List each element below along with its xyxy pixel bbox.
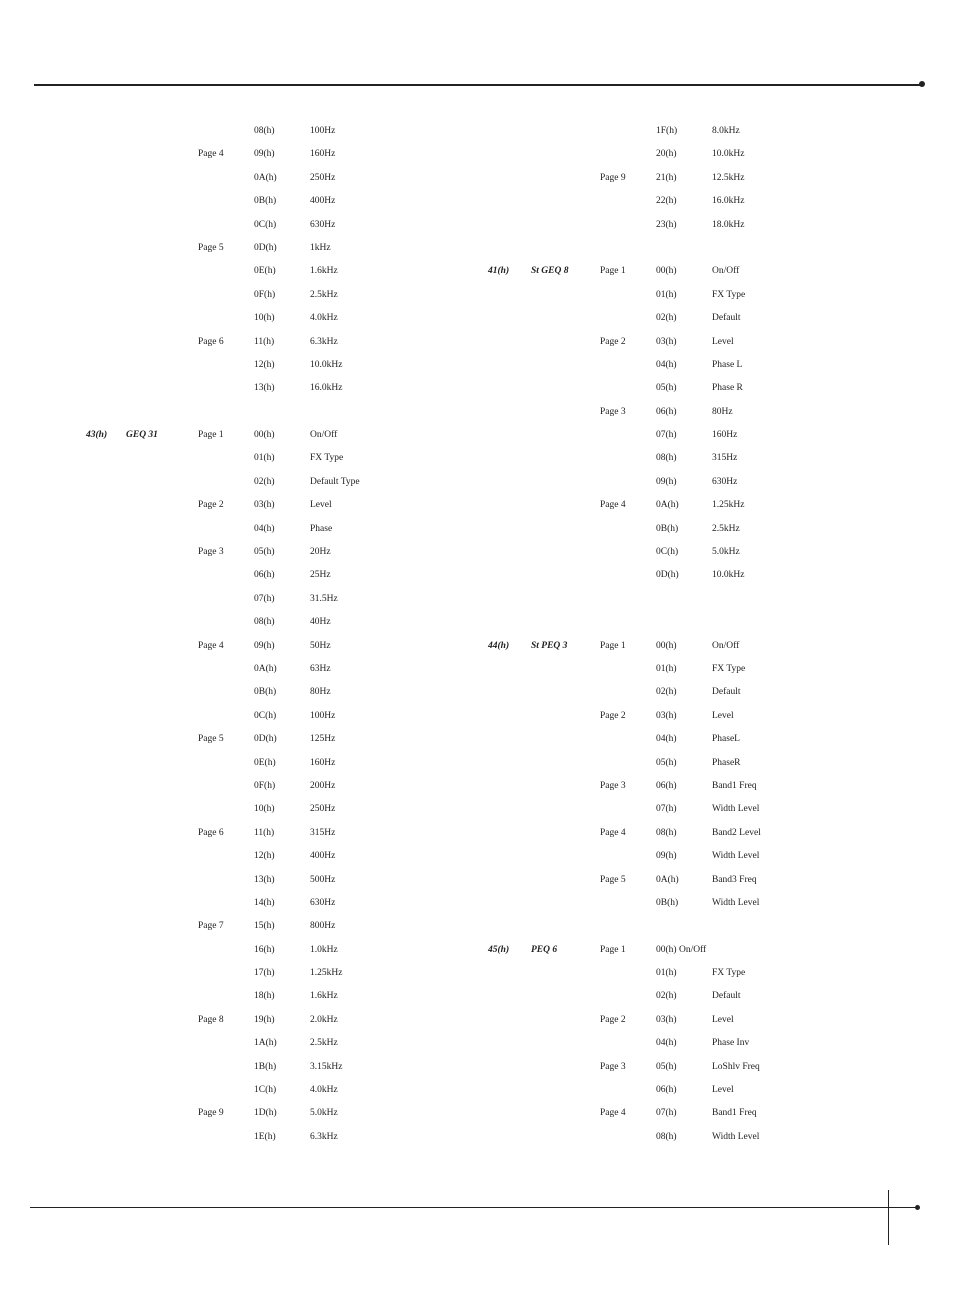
hex-address: 05(h) [656,383,677,394]
parameter-name: Width Level [712,897,760,908]
parameter-name: Level [712,710,734,721]
hex-address: 06(h) [656,406,677,417]
page-label: Page 4 [600,827,626,838]
table-row [0,401,470,424]
hex-address: 01(h) [656,968,677,979]
hex-address: 02(h) [656,313,677,324]
parameter-name: PhaseL [712,734,740,745]
table-row [470,939,954,962]
parameter-name: 1.0kHz [310,944,338,955]
parameter-name: 5.0kHz [310,1108,338,1119]
parameter-name: 16.0kHz [712,196,745,207]
parameter-name: 630Hz [712,476,738,487]
parameter-name: 1.6kHz [310,266,338,277]
parameter-name: FX Type [712,289,746,300]
parameter-name: 1.25kHz [310,968,343,979]
parameter-name: 16.0kHz [310,383,343,394]
fx-name: PEQ 6 [531,944,558,955]
parameter-name: 630Hz [310,219,336,230]
parameter-name: 250Hz [310,172,336,183]
parameter-name: 12.5kHz [712,172,745,183]
hex-address: 04(h) [254,523,275,534]
parameter-name: FX Type [712,663,746,674]
table-row [470,307,954,330]
table-row [470,331,954,354]
hex-address: 07(h) [656,430,677,441]
parameter-name: 6.3kHz [310,336,338,347]
hex-address: 08(h) [254,617,275,628]
page-label: Page 3 [600,406,626,417]
table-row [470,494,954,517]
hex-address: 12(h) [254,359,275,370]
table-row [0,658,470,681]
parameter-name: 2.0kHz [310,1014,338,1025]
parameter-name: Band3 Freq [712,874,757,885]
parameter-name: 400Hz [310,851,336,862]
parameter-name: 80Hz [310,687,331,698]
table-row [470,1126,954,1149]
hex-address: 09(h) [656,476,677,487]
bottom-rule-dot [915,1205,920,1210]
page-label: Page 9 [600,172,626,183]
hex-address: 0A(h) [254,172,277,183]
parameter-name: Band1 Freq [712,1108,757,1119]
hex-address: 02(h) [656,991,677,1002]
table-row [0,939,470,962]
parameter-name: 250Hz [310,804,336,815]
hex-address: 18(h) [254,991,275,1002]
table-row [0,354,470,377]
parameter-name: On/Off [310,430,338,441]
left-parameter-column [0,120,470,1149]
table-row [0,377,470,400]
hex-address: 14(h) [254,897,275,908]
table-row [470,962,954,985]
page-label: Page 4 [600,1108,626,1119]
hex-address: 0D(h) [656,570,679,581]
fx-name: St PEQ 3 [531,640,568,651]
table-row [470,424,954,447]
parameter-name: Level [712,336,734,347]
table-row [0,822,470,845]
hex-address: 04(h) [656,1038,677,1049]
page-label: Page 7 [198,921,224,932]
hex-address: 03(h) [656,710,677,721]
parameter-name: Phase Inv [712,1038,750,1049]
table-row [0,447,470,470]
hex-address: 10(h) [254,804,275,815]
table-row [0,1102,470,1125]
hex-address: 02(h) [254,476,275,487]
fx-name: St GEQ 8 [531,266,569,277]
table-row [0,962,470,985]
parameter-name: 10.0kHz [712,149,745,160]
parameter-name: LoShlv Freq [712,1061,760,1072]
hex-address: 0D(h) [254,242,277,253]
parameter-name: 50Hz [310,640,331,651]
page-label: Page 5 [198,242,224,253]
hex-address: 02(h) [656,687,677,698]
hex-address: 12(h) [254,851,275,862]
hex-address: 0C(h) [254,219,277,230]
table-row [0,190,470,213]
table-row [0,518,470,541]
parameter-name: 2.5kHz [310,1038,338,1049]
fx-number: 45(h) [488,944,510,955]
parameter-name: 160Hz [712,430,738,441]
table-row [470,892,954,915]
page-label: Page 8 [198,1014,224,1025]
parameter-name: Width Level [712,851,760,862]
parameter-name: Level [712,1014,734,1025]
page-label: Page 1 [600,640,626,651]
table-row [470,588,954,611]
hex-address: 0A(h) [656,874,679,885]
table-row [0,260,470,283]
table-row [0,1009,470,1032]
hex-address: 1F(h) [656,126,678,136]
hex-address: 06(h) [254,570,275,581]
page-label: Page 4 [600,500,626,511]
parameter-name: Level [310,500,332,511]
table-row [0,705,470,728]
hex-address: 09(h) [254,149,275,160]
hex-address: 06(h) [656,1085,677,1096]
right-parameter-column [470,120,954,1149]
parameter-name: 2.5kHz [310,289,338,300]
hex-address: 1D(h) [254,1108,277,1119]
hex-address: 08(h) [656,453,677,464]
parameter-name: 10.0kHz [712,570,745,581]
page-label: Page 1 [600,266,626,277]
table-row [0,237,470,260]
table-row [470,120,954,143]
hex-address: 07(h) [656,804,677,815]
table-row [0,728,470,751]
fx-number: 41(h) [488,266,510,277]
hex-address: 01(h) [254,453,275,464]
table-row [470,518,954,541]
table-row [0,869,470,892]
parameter-name: 6.3kHz [310,1131,338,1142]
hex-address: 08(h) [254,126,275,136]
table-row [0,798,470,821]
hex-address: 0C(h) [254,710,277,721]
table-row [0,915,470,938]
parameter-name: 630Hz [310,897,336,908]
hex-address: 0B(h) [656,897,679,908]
table-row [470,681,954,704]
hex-address: 01(h) [656,289,677,300]
hex-address: 15(h) [254,921,275,932]
parameter-name: 8.0kHz [712,126,740,136]
parameter-name: Width Level [712,804,760,815]
hex-address: 13(h) [254,383,275,394]
parameter-name: 800Hz [310,921,336,932]
hex-address: 21(h) [656,172,677,183]
page-label: Page 6 [198,827,224,838]
table-row [470,822,954,845]
table-row [0,214,470,237]
table-row [470,1009,954,1032]
hex-address: 00(h) [656,266,677,277]
hex-address: 05(h) [254,547,275,558]
hex-address: 0E(h) [254,266,276,277]
table-row [470,564,954,587]
page-label: Page 5 [600,874,626,885]
hex-address: 01(h) [656,663,677,674]
parameter-name: Default [712,991,741,1002]
parameter-name: PhaseR [712,757,741,768]
table-row [470,658,954,681]
parameter-name: 160Hz [310,757,336,768]
top-rule-dot [919,81,925,87]
table-row [0,564,470,587]
parameter-name: On/Off [712,640,740,651]
table-row [470,1102,954,1125]
parameter-name: 31.5Hz [310,593,338,604]
table-row [470,775,954,798]
table-row [470,705,954,728]
page-label: Page 5 [198,734,224,745]
page-label: Page 3 [198,547,224,558]
hex-address: 03(h) [254,500,275,511]
table-row [0,588,470,611]
hex-address: 19(h) [254,1014,275,1025]
hex-address: 05(h) [656,1061,677,1072]
hex-address: 1C(h) [254,1085,277,1096]
hex-address: 0D(h) [254,734,277,745]
table-row [0,541,470,564]
parameter-name: 100Hz [310,710,336,721]
table-row [470,167,954,190]
page-label: Page 9 [198,1108,224,1119]
table-row [470,985,954,1008]
page-label: Page 4 [198,640,224,651]
table-row [470,635,954,658]
parameter-name: 5.0kHz [712,547,740,558]
table-row [470,377,954,400]
page-label: Page 3 [600,1061,626,1072]
parameter-name: Phase L [712,359,743,370]
hex-address: 13(h) [254,874,275,885]
table-row [0,775,470,798]
hex-address: 0A(h) [656,500,679,511]
table-row [0,892,470,915]
hex-address: 08(h) [656,1131,677,1142]
parameter-name: 315Hz [310,827,336,838]
page-label: Page 2 [600,1014,626,1025]
hex-address: 00(h) On/Off [656,944,707,955]
hex-address: 16(h) [254,944,275,955]
table-row [470,1056,954,1079]
table-row [470,447,954,470]
table-row [470,237,954,260]
table-row [470,214,954,237]
hex-address: 17(h) [254,968,275,979]
parameter-name: 2.5kHz [712,523,740,534]
hex-address: 07(h) [656,1108,677,1119]
parameter-name: 63Hz [310,663,331,674]
table-row [0,1032,470,1055]
parameter-name: Default [712,313,741,324]
table-row [0,1126,470,1149]
hex-address: 0B(h) [254,196,277,207]
hex-address: 23(h) [656,219,677,230]
table-row [0,331,470,354]
parameter-name: 315Hz [712,453,738,464]
parameter-name: 20Hz [310,547,331,558]
hex-address: 03(h) [656,1014,677,1025]
crop-mark [888,1190,889,1245]
table-row [0,494,470,517]
page-label: Page 1 [600,944,626,955]
hex-address: 0F(h) [254,289,276,300]
table-row [470,845,954,868]
top-rule [34,84,922,86]
parameter-name: 400Hz [310,196,336,207]
hex-address: 0A(h) [254,663,277,674]
hex-address: 22(h) [656,196,677,207]
table-row [0,681,470,704]
parameter-name: Default Type [310,476,360,487]
parameter-name: Band2 Level [712,827,761,838]
parameter-name: 80Hz [712,406,733,417]
fx-name: GEQ 31 [126,430,158,441]
table-row [470,260,954,283]
hex-address: 00(h) [656,640,677,651]
hex-address: 1B(h) [254,1061,277,1072]
hex-address: 00(h) [254,430,275,441]
parameter-name: 100Hz [310,126,336,136]
hex-address: 20(h) [656,149,677,160]
hex-address: 05(h) [656,757,677,768]
parameter-name: 10.0kHz [310,359,343,370]
hex-address: 0B(h) [656,523,679,534]
table-row [0,307,470,330]
table-row [470,728,954,751]
table-row [470,915,954,938]
table-row [0,424,470,447]
hex-address: 10(h) [254,313,275,324]
parameter-name: 40Hz [310,617,331,628]
bottom-rule [30,1207,918,1208]
parameter-name: 1.6kHz [310,991,338,1002]
parameter-name: Level [712,1085,734,1096]
hex-address: 09(h) [254,640,275,651]
table-row [470,869,954,892]
hex-address: 1A(h) [254,1038,277,1049]
hex-address: 09(h) [656,851,677,862]
hex-address: 0E(h) [254,757,276,768]
table-row [0,985,470,1008]
hex-address: 0B(h) [254,687,277,698]
parameter-name: 18.0kHz [712,219,745,230]
table-row [0,143,470,166]
parameter-name: 1kHz [310,242,331,253]
table-row [470,752,954,775]
page-label: Page 2 [600,710,626,721]
table-row [0,1056,470,1079]
page-label: Page 1 [198,430,224,441]
parameter-name: FX Type [712,968,746,979]
table-row [0,752,470,775]
parameter-name: On/Off [712,266,740,277]
parameter-name: Phase [310,523,333,534]
parameter-name: 4.0kHz [310,1085,338,1096]
parameter-name: 160Hz [310,149,336,160]
table-row [470,798,954,821]
page-label: Page 2 [600,336,626,347]
table-row [0,167,470,190]
table-row [0,611,470,634]
parameter-name: 200Hz [310,780,336,791]
parameter-name: 125Hz [310,734,336,745]
page-label: Page 6 [198,336,224,347]
page-label: Page 2 [198,500,224,511]
hex-address: 11(h) [254,827,275,838]
table-row [0,1079,470,1102]
hex-address: 0C(h) [656,547,679,558]
hex-address: 0F(h) [254,780,276,791]
hex-address: 08(h) [656,827,677,838]
fx-number: 44(h) [488,640,510,651]
table-row [470,471,954,494]
parameter-name: 500Hz [310,874,336,885]
page-label: Page 4 [198,149,224,160]
hex-address: 04(h) [656,734,677,745]
parameter-name: 3.15kHz [310,1061,343,1072]
parameter-name: 25Hz [310,570,331,581]
parameter-name: Phase R [712,383,743,394]
table-row [470,1079,954,1102]
parameter-name: 4.0kHz [310,313,338,324]
hex-address: 1E(h) [254,1131,276,1142]
table-row [470,354,954,377]
table-row [0,635,470,658]
table-row [470,401,954,424]
table-row [470,143,954,166]
page-label: Page 3 [600,780,626,791]
table-row [470,611,954,634]
hex-address: 06(h) [656,780,677,791]
table-row [470,1032,954,1055]
hex-address: 11(h) [254,336,275,347]
table-row [470,541,954,564]
fx-number: 43(h) [86,430,108,441]
parameter-name: Width Level [712,1131,760,1142]
hex-address: 04(h) [656,359,677,370]
table-row [470,284,954,307]
hex-address: 03(h) [656,336,677,347]
table-row [0,471,470,494]
parameter-name: FX Type [310,453,344,464]
table-row [0,284,470,307]
table-row [0,845,470,868]
parameter-name: Default [712,687,741,698]
parameter-name: 1.25kHz [712,500,745,511]
hex-address: 07(h) [254,593,275,604]
table-row [0,120,470,143]
parameter-name: Band1 Freq [712,780,757,791]
table-row [470,190,954,213]
